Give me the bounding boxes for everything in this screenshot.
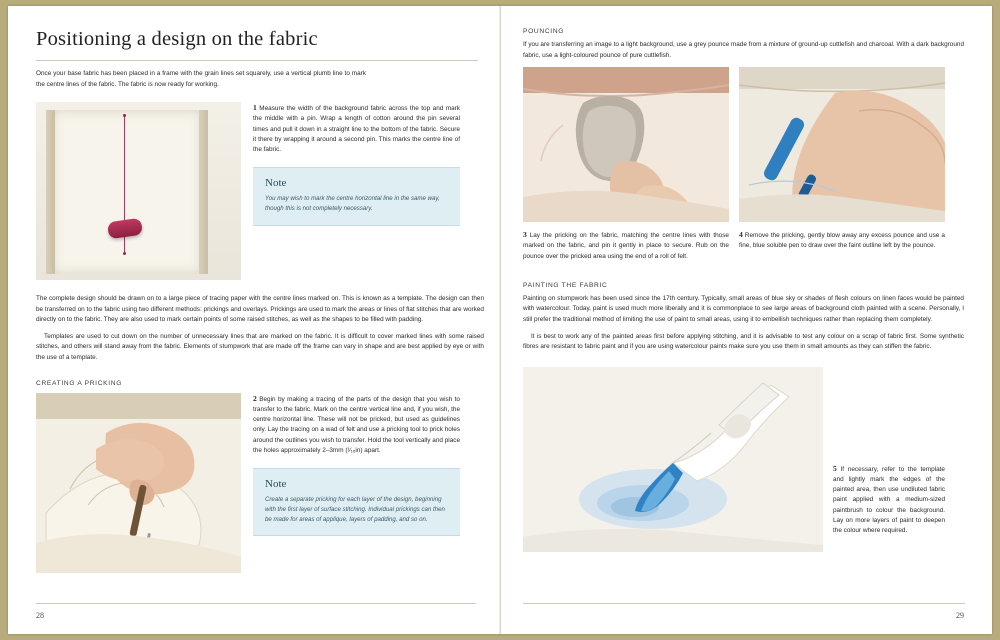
figure-framed-fabric xyxy=(36,102,241,280)
note-box-1 xyxy=(253,167,460,226)
note-2-title: Note xyxy=(265,478,287,490)
design-transfer-text xyxy=(36,294,484,363)
painting-paragraph-2: It is best to work any of the painted areas first before applying stitching, and it is advisable to test any colour on a scrap of fabric first. Some synthetic fibres are resistant to fabric paint and if you are using watercolour paints make sure you use them in small amounts as they can stiffen the fabric. xyxy=(523,332,964,351)
page-title: Positioning a design on the fabric xyxy=(36,28,318,50)
painting-the-fabric-section xyxy=(523,282,964,552)
step-4-text: Remove the pricking, gently blow away any excess pounce and use a fine, blue soluble pen to draw over the faint outline left by the pounce. xyxy=(739,232,945,250)
figure-step-row-2 xyxy=(36,393,478,573)
step-2-column xyxy=(253,393,460,537)
title-rule xyxy=(36,60,478,61)
pouncing-figure-row xyxy=(523,67,964,222)
step-3-text: Lay the pricking on the fabric, matching the centre lines with those marked on the fabric, and pin it gently in place to secure. Rub on the pounce over the pricked area using the end of a roll of felt. xyxy=(523,232,729,260)
step-1-number: 1 xyxy=(253,103,257,113)
painting-illustration xyxy=(523,367,823,552)
step-4-number: 4 xyxy=(739,230,743,240)
step-3 xyxy=(523,229,729,262)
step-1 xyxy=(253,102,460,155)
step-2-text: Begin by making a tracing of the parts of the design that you wish to transfer to the fabric. Mark on the centre vertical line and, if you wish, the centre horizontal line. These will not be pricked, but used as guidelines only. Lay the tracing on a wad of felt and use a pricking tool to prick holes around the outlines you wish to transfer. Hold the tool vertically and place the holes approximately 2–3mm (¹⁄₁₆in) apart. xyxy=(253,395,460,454)
left-page-number: 28 xyxy=(36,611,44,620)
intro-paragraph: Once your base fabric has been placed in a frame with the grain lines set squarely, use a vertical plumb line to mark the centre lines of the fabric. The fabric is now ready for working. xyxy=(36,70,366,88)
figure-step-row-1 xyxy=(36,102,478,280)
pouncing-heading: POUNCING xyxy=(523,28,565,35)
painting-figure-row xyxy=(523,359,964,552)
note-1-text: You may wish to mark the centre horizontal line in the same way, though this is not completely necessary. xyxy=(265,195,440,213)
figure-painting-fabric xyxy=(523,367,823,552)
step-4 xyxy=(739,229,945,252)
pouncing-illustration xyxy=(523,67,729,222)
blue-pen-illustration xyxy=(739,67,945,222)
note-2-text: Create a separate pricking for each layer of the design, beginning with the first layer of surface stitching. Individual prickings can then be made for areas of applique, layers of padding, and so on. xyxy=(265,496,445,523)
book-spread xyxy=(8,6,992,634)
figure-blue-pen xyxy=(739,67,945,222)
pouncing-caption-row xyxy=(523,229,964,268)
step-5-text: If necessary, refer to the template and lightly mark the edges of the painted area, then use undiluted fabric paint applied with a medium-sized paintbrush to colour the background. Lay on more layers of paint to deepen the colour where required. xyxy=(833,465,945,535)
figure-pouncing-felt xyxy=(523,67,729,222)
step-2 xyxy=(253,393,460,457)
right-page-number: 29 xyxy=(956,611,964,620)
note-1-title: Note xyxy=(265,177,287,190)
block-paragraph-2: Templates are used to cut down on the number of unnecessary lines that are marked on the fabric. It is difficult to cover marked lines with some raised stitches, and others will stand away from the fabric. Elements of stumpwork that are made off the frame can vary in shape and are best applied by eye or with the use of a template. xyxy=(36,332,484,361)
step-5 xyxy=(833,463,945,537)
creating-a-pricking-heading: CREATING A PRICKING xyxy=(36,379,123,387)
left-footer-rule xyxy=(36,603,476,604)
step-4-column xyxy=(739,229,945,268)
note-box-2 xyxy=(253,468,460,536)
step-1-text: Measure the width of the background fabric across the top and mark the middle with a pin. Wrap a length of cotton around the pin several times and pull it down in a straight line to the bottom of the fabric. Secure it there by wrapping it around a second pin. This marks the centre line of the fabric. xyxy=(253,105,461,154)
step-3-column xyxy=(523,229,729,268)
painting-paragraph-1: Painting on stumpwork has been used since the 17th century. Typically, small areas of blue sky or shades of flesh colours on linen faces would be painted with watercolour. Today, paint is used much more liberally and it is commonplace to see large areas of background cloth painted with a scene. Personally, I still prefer the traditional method of limiting the use of paint to small areas, using it to embellish techniques rather than replacing them completely. xyxy=(523,294,964,323)
creating-a-pricking-section xyxy=(36,380,478,573)
pouncing-paragraph: If you are transferring an image to a light background, use a grey pounce made from a mixture of ground-up cuttlefish and charcoal. With a dark background fabric, use a light-coloured pounce of pure cuttlefish. xyxy=(523,41,964,59)
step-5-number: 5 xyxy=(833,463,837,473)
pricking-illustration xyxy=(36,393,241,573)
painting-heading: PAINTING THE FABRIC xyxy=(523,281,608,289)
step-5-column xyxy=(833,359,945,543)
step-2-number: 2 xyxy=(253,393,257,403)
step-3-number: 3 xyxy=(523,230,527,240)
block-paragraph-1: The complete design should be drawn on to a large piece of tracing paper with the centre lines marked on. This is known as a template. The design can then be transferred on to the fabric using two different methods: prickings and overlays. Prickings are used to mark the areas or lines of flat stitches that are worked directly on to the fabric. They are also used to mark certain points of some raised stitches, as well as the shapes to be filled with padding. xyxy=(36,295,484,324)
figure-pricking-hand xyxy=(36,393,241,573)
right-footer-rule xyxy=(523,603,965,604)
left-page xyxy=(8,6,500,634)
right-page xyxy=(500,6,992,634)
step-1-column xyxy=(253,102,460,226)
